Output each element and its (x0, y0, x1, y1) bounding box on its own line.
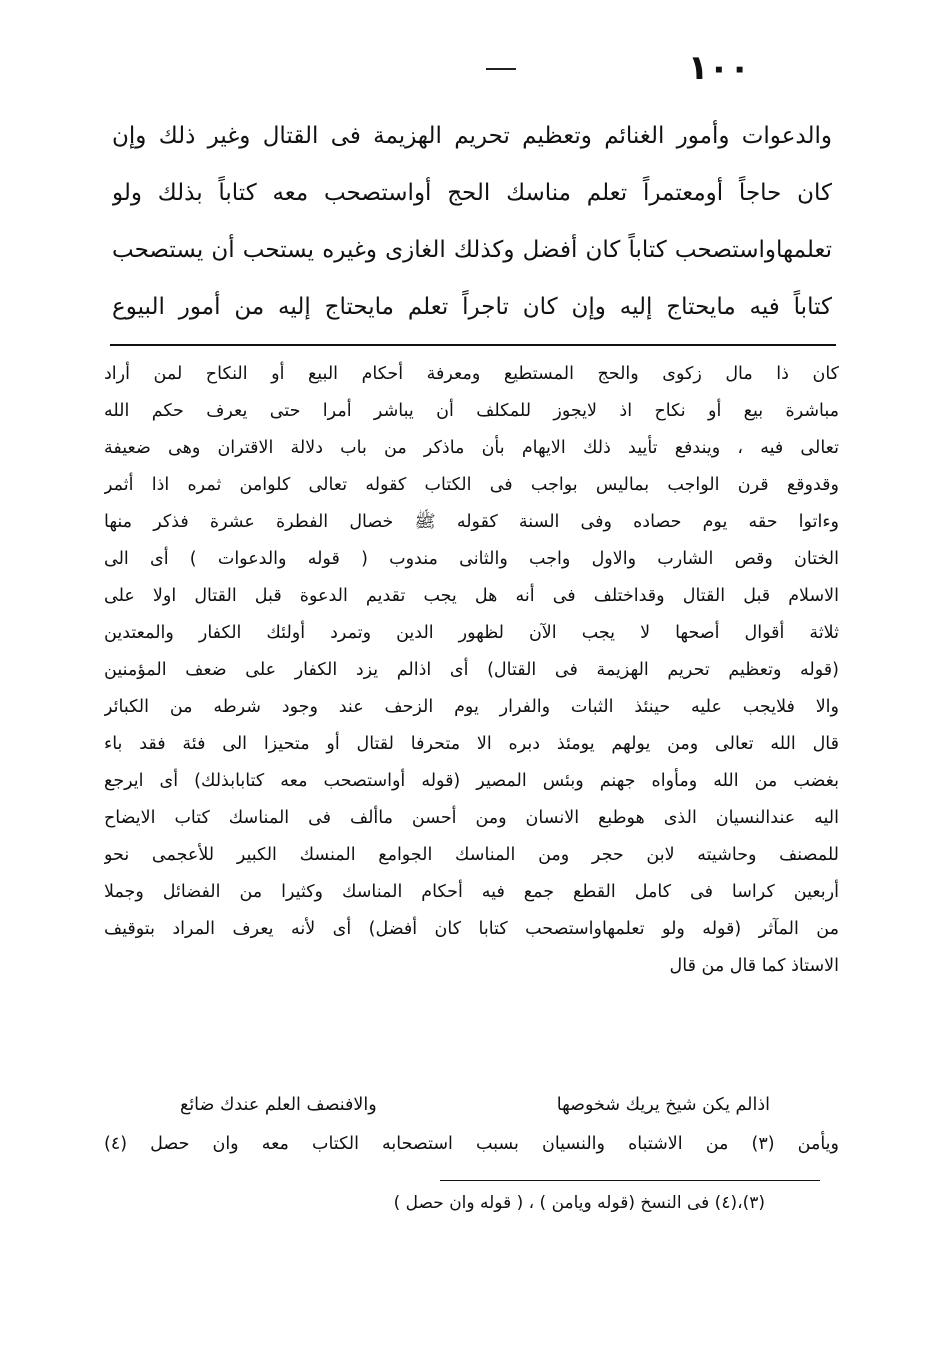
commentary-line: تعالى فيه ، ويندفع تأييد ذلك الايهام بأن ماذكر من باب دلالة الاقتران وهى ضعيفة (104, 438, 839, 458)
verse-right-hemistich: اذالم يكن شيخ يريك شخوصها (556, 1095, 770, 1115)
commentary-line: والا فلايجب عليه حينئذ الثبات والفرار يوم الزحف عند وجود شرطه من الكبائر (104, 697, 839, 717)
commentary-line: كان ذا مال زكوى والحج المستطيع ومعرفة أحكام البيع أو النكاح لمن أراد (104, 364, 839, 384)
section-separator (110, 344, 836, 346)
commentary-line: الاستاذ كما قال من قال (669, 956, 839, 976)
commentary-line: بغضب من الله ومأواه جهنم وبئس المصير (قوله أواستصحب معه كتابابذلك) أى ايرجع (104, 771, 839, 791)
main-text-block (112, 108, 832, 336)
commentary-line: وقدوقع قرن الواجب بماليس بواجب فى الكتاب كقوله تعالى كلوامن ثمره اذا أثمر (104, 475, 839, 495)
main-text-line: كتاباً فيه مايحتاج إليه وإن كان تاجراً تعلم مايحتاج إليه من أمور البيوع (112, 294, 832, 320)
verse-left-hemistich: والافنصف العلم عندك ضائع (180, 1095, 377, 1115)
commentary-final-block (104, 1126, 839, 1163)
commentary-line: للمصنف وحاشيته لابن حجر ومن المناسك الجوامع المنسك الكبير للأعجمى نحو (104, 845, 839, 865)
commentary-block (104, 356, 839, 985)
main-text-line: والدعوات وأمور الغنائم وتعظيم تحريم الهزيمة فى القتال وغير ذلك وإن (112, 123, 832, 149)
page-number: ١٠٠ (687, 48, 750, 88)
commentary-line: ويأمن (٣) من الاشتباه والنسيان بسبب استصحابه الكتاب معه وان حصل (٤) (104, 1134, 839, 1154)
commentary-line: الختان وقص الشارب والاول واجب والثانى مندوب ( قوله والدعوات ) أى الى (104, 549, 839, 569)
footnote-rule (440, 1180, 820, 1181)
main-text-line: كان حاجاً أومعتمراً تعلم مناسك الحج أواستصحب معه كتاباً بذلك ولو (112, 180, 832, 206)
commentary-line: وءاتوا حقه يوم حصاده وفى السنة كقوله ﷺ خصال الفطرة عشرة فذكر منها (104, 512, 839, 532)
commentary-line: مباشرة بيع أو نكاح اذ لايجوز للمكلف أن يباشر أمرا حتى يعرف حكم الله (104, 401, 839, 421)
commentary-line: قال الله تعالى ومن يولهم يومئذ دبره الا متحرفا لقتال أو متحيزا الى فئة فقد باء (104, 734, 839, 754)
commentary-line: (قوله وتعظيم تحريم الهزيمة فى القتال) أى اذالم يزد الكفار على ضعف المؤمنين (104, 660, 839, 680)
footnote: (٣)،(٤) فى النسخ (قوله ويامن ) ، ( قوله وان حصل ) (393, 1193, 765, 1213)
commentary-line: أربعين كراسا فى كامل القطع جمع فيه أحكام المناسك وكثيرا من الفضائل وجملا (104, 882, 839, 902)
commentary-line: اليه عندالنسيان الذى هوطبع الانسان ومن أحسن ماألف فى المناسك كتاب الايضاح (104, 808, 839, 828)
commentary-line: من المآثر (قوله ولو تعلمهاواستصحب كتابا كان أفضل) أى لأنه يعرف المراد بتوقيف (104, 919, 839, 939)
main-text-line: تعلمهاواستصحب كتاباً كان أفضل وكذلك الغازى وغيره يستحب أن يستصحب (112, 237, 832, 263)
commentary-line: ثلاثة أقوال أصحها لا يجب الآن لظهور الدين وتمرد أولئك الكفار والمعتدين (104, 623, 839, 643)
poetry-verse (180, 1087, 770, 1124)
commentary-line: الاسلام قبل القتال وقداختلف فى أنه هل يجب تقديم الدعوة قبل القتال اولا على (104, 586, 839, 606)
header-dash (486, 68, 516, 70)
